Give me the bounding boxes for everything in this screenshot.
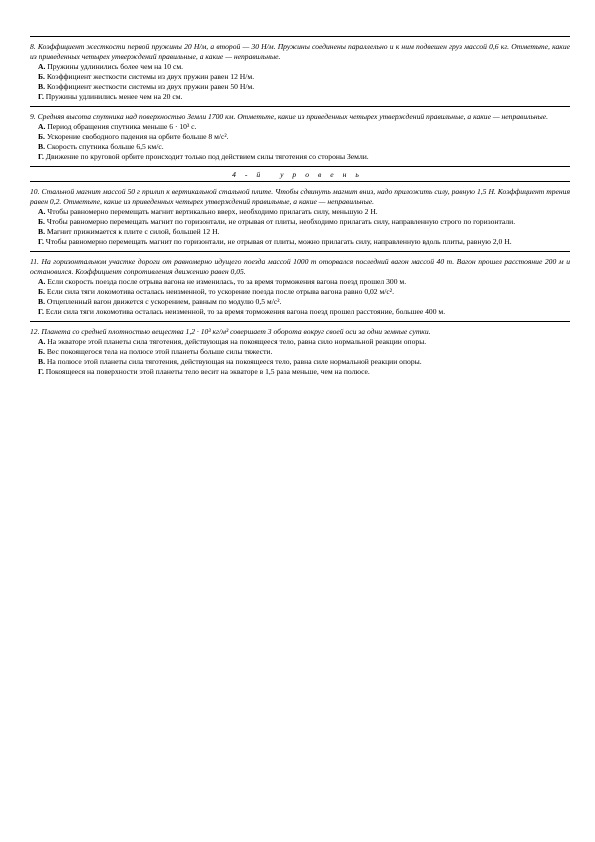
option-d: Г. Покоящееся на поверхности этой планеты тело весит на экваторе в 1,5 раза меньше, чем на полюсе. — [38, 367, 370, 376]
level-heading: 4-й уровень — [232, 169, 368, 179]
option-d: Г. Чтобы равномерно перемещать магнит по горизонтали, не отрывая от плиты, можно прилагать силу, направленную вдоль плиты, равную 2,0 Н. — [38, 237, 512, 246]
task-question: 8. Коэффициент жесткости первой пружины 20 Н/м, а второй — 30 Н/м. Пружины соединены параллельно и к ним подвешен груз массой 0,6 кг. Отметьте, какие из приведенных четырех утверждений правильные, а какие — неправильные. — [30, 42, 570, 61]
document-page — [30, 36, 570, 381]
task-11 — [30, 252, 570, 321]
option-c: В. Скорость спутника больше 6,5 км/с. — [38, 142, 164, 151]
task-8 — [30, 37, 570, 106]
option-a: А. Чтобы равномерно перемещать магнит вертикально вверх, необходимо прилагать силу, меньшую 2 Н. — [38, 207, 378, 216]
option-a: А. Период обращения спутника меньше 6 · 10³ с. — [38, 122, 197, 131]
option-c: В. Отцепленный вагон движется с ускорением, равным по модулю 0,5 м/с². — [38, 297, 282, 306]
option-b: Б. Если сила тяги локомотива осталась неизменной, то ускорение поезда после отрыва вагона равно 0,02 м/с². — [38, 287, 394, 296]
option-c: В. На полюсе этой планеты сила тяготения, действующая на покоящееся тело, равна силе нормальной реакции опоры. — [38, 357, 422, 366]
option-a: А. На экваторе этой планеты сила тяготения, действующая на покоящееся тело, равна сило нормальной реакции опоры. — [38, 337, 427, 346]
option-b: Б. Вес покоящегося тела на полюсе этой планеты больше силы тяжести. — [38, 347, 273, 356]
task-9 — [30, 107, 570, 166]
task-10 — [30, 182, 570, 251]
task-12 — [30, 322, 570, 381]
task-question: 9. Средняя высота спутника над поверхностью Земли 1700 км. Отметьте, какие из приведенных четырех утверждений правильные, а какие — неправильные. — [30, 112, 549, 121]
option-b: Б. Чтобы равномерно перемещать магнит по горизонтали, не отрывая от плиты, необходимо прилагать силу, направленную строго по горизонтали. — [38, 217, 516, 226]
option-d: Г. Движение по круговой орбите происходит только под действием силы тяготения со стороны Земли. — [38, 152, 369, 161]
option-d: Г. Пружины удлинились менее чем на 20 см. — [38, 92, 183, 101]
option-d: Г. Если сила тяги локомотива осталась неизменной, то за время торможения вагона поезд прошел расстояние, большее 400 м. — [38, 307, 446, 316]
option-b: Б. Коэффициент жесткости системы из двух пружин равен 12 Н/м. — [38, 72, 255, 81]
task-question: 12. Планета со средней плотностью вещества 1,2 · 10³ кг/м³ совершает 3 оборота вокруг своей оси за одни земные сутки. — [30, 327, 431, 336]
option-b: Б. Ускорение свободного падения на орбите больше 8 м/с². — [38, 132, 229, 141]
task-question: 11. На горизонтальном участке дороги от равномерно идущего поезда массой 1000 т оторвался последний вагон массой 40 т. Вагон прошел расстояние 200 м и остановился. Коэффициент сопротивления движению равен 0,05. — [30, 257, 570, 276]
option-c: В. Коэффициент жесткости системы из двух пружин равен 50 Н/м. — [38, 82, 255, 91]
task-question: 10. Стальной магнит массой 50 г прилип к вертикальной стальной плите. Чтобы сдвинуть магнит вниз, надо приложить силу, равную 1,5 Н. Коэффициент трения равен 0,2. Отметьте, какие из приведенных четырех утверждений правильные, а какие — неправильные. — [30, 187, 570, 206]
option-a: А. Если скорость поезда после отрыва вагона не изменилась, то за время торможения вагона поезд прошел 300 м. — [38, 277, 407, 286]
option-c: В. Магнит прижимается к плите с силой, большей 12 Н. — [38, 227, 220, 236]
option-a: А. Пружины удлинились более чем на 10 см. — [38, 62, 184, 71]
